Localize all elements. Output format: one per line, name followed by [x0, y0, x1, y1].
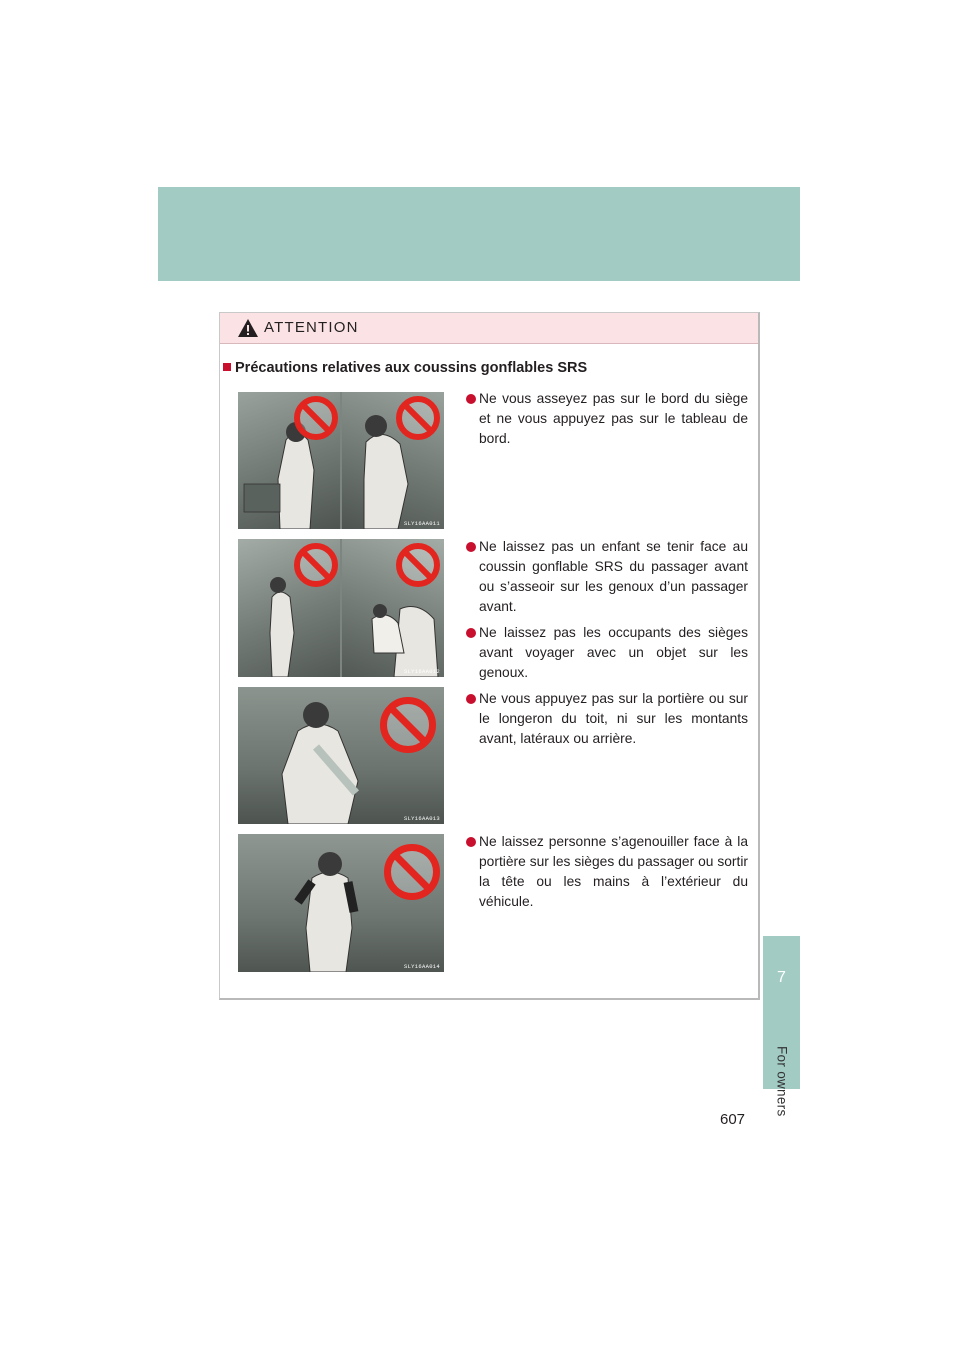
bullet-dot-icon — [466, 837, 476, 847]
page-number: 607 — [720, 1111, 746, 1128]
illustration-leaning-on-door — [238, 687, 444, 824]
bullet-dot-icon — [466, 542, 476, 552]
illustration-code: SLY16AA012 — [403, 668, 440, 675]
bullet-item: Ne vous appuyez pas sur la portière ou sur le longeron du toit, ni sur les montants avant, latéraux ou arrière. — [466, 689, 748, 749]
chapter-header-band — [158, 187, 800, 281]
bullet-item: Ne vous asseyez pas sur le bord du siège et ne vous appuyez pas sur le tableau de bord. — [466, 389, 748, 449]
bullet-dot-icon — [466, 394, 476, 404]
bullet-dot-icon — [466, 628, 476, 638]
prohibited-icon — [384, 844, 440, 900]
illustration-sitting-on-edge — [238, 392, 444, 529]
prohibited-icon — [380, 697, 436, 753]
illustration-kneeling-facing-door — [238, 834, 444, 972]
prohibited-icon — [396, 396, 440, 440]
chapter-number: 7 — [777, 969, 786, 986]
illustration-code: SLY16AA014 — [403, 963, 440, 970]
attention-header — [220, 313, 758, 344]
illustration-child-front-airbag — [238, 539, 444, 677]
section-square-icon — [223, 363, 231, 371]
chapter-label — [762, 1046, 801, 1166]
bullet-dot-icon — [466, 694, 476, 704]
attention-title: ATTENTION — [264, 319, 359, 336]
bullet-item: Ne laissez personne s’agenouiller face à la portière sur les sièges du passager ou sortir la tête ou les mains à l’extérieur du véhicule. — [466, 832, 748, 912]
illustration-code: SLY16AA013 — [403, 815, 440, 822]
attention-box — [219, 312, 760, 1000]
chapter-label-text: For owners — [774, 1046, 789, 1117]
bullet-item: Ne laissez pas les occupants des sièges avant voyager avec un objet sur les genoux. — [466, 623, 748, 683]
prohibited-icon — [294, 543, 338, 587]
warning-icon — [237, 318, 259, 338]
section-title-text: Précautions relatives aux coussins gonflables SRS — [235, 360, 588, 376]
prohibited-icon — [396, 543, 440, 587]
bullet-item: Ne laissez pas un enfant se tenir face au coussin gonflable SRS du passager avant ou s’asseoir sur les genoux d’un passager avant. — [466, 537, 748, 617]
prohibited-icon — [294, 396, 338, 440]
illustration-code: SLY16AA011 — [403, 520, 440, 527]
section-title — [223, 360, 587, 376]
